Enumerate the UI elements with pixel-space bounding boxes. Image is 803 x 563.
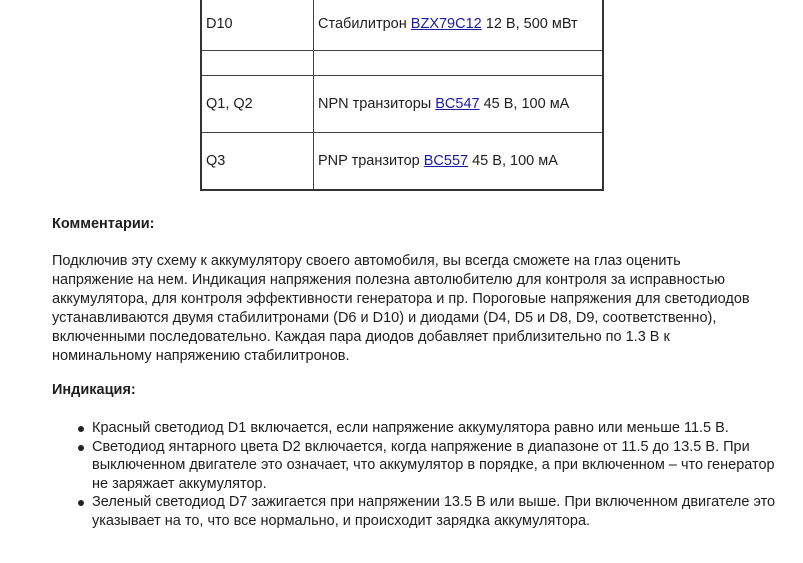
parts-table: [200, 0, 604, 191]
indication-list: [52, 419, 792, 530]
list-item-text: Светодиод янтарного цвета D2 включается, когда напряжение в диапазоне от 11.5 до 13.5 В. При выключенном двигателе это означает, что аккумулятор в порядке, а при включенном – что генератор не заряжает аккумулятор.: [92, 438, 775, 492]
part-rating: 12 В, 500 мВт: [481, 16, 578, 32]
part-link-bc547[interactable]: BC547: [435, 96, 480, 112]
table-row: [201, 51, 603, 76]
list-item: [92, 419, 792, 438]
table-row: [201, 133, 603, 191]
part-reference: Q1, Q2: [201, 76, 314, 133]
bullet-icon: [78, 426, 84, 432]
part-description: [314, 76, 604, 133]
part-reference: Q3: [201, 133, 314, 191]
part-link-bc557[interactable]: BC557: [423, 153, 469, 169]
comments-paragraph: Подключив эту схему к аккумулятору своего автомобиля, вы всегда сможете на глаз оценить напряжение на нем. Индикация напряжения полезна автолюбителю для контроля за исправностью аккумулятора, для контроля эффективности генератора и пр. Пороговые напряжения для светодиодов устанавливаются двумя стабилитронами (D6 и D10) и диодами (D4, D5 и D8, D9, соответственно), включенными последовательно. Каждая пара диодов добавляет приблизительно по 1.3 В к номинальному напряжению стабилитронов.: [52, 253, 750, 364]
part-description: [314, 51, 604, 76]
part-description: [314, 133, 604, 191]
part-rating: 45 В, 100 мА: [468, 153, 558, 169]
list-item-text: Красный светодиод D1 включается, если напряжение аккумулятора равно или меньше 11.5 В.: [92, 420, 729, 436]
table-row: [201, 0, 603, 51]
table-row: [201, 76, 603, 133]
part-type: Стабилитрон: [318, 16, 411, 32]
part-reference: D10: [201, 0, 314, 51]
part-link-bzx79c12[interactable]: BZX79C12: [410, 16, 482, 32]
comments-heading: Комментарии:: [52, 216, 155, 232]
part-rating: 45 В, 100 мА: [479, 96, 570, 112]
part-description: [314, 0, 604, 51]
list-item-text: Зеленый светодиод D7 зажигается при напряжении 13.5 В или выше. При включенном двигателе это указывает на то, что все нормально, и происходит зарядка аккумулятора.: [92, 494, 776, 529]
part-type: PNP транзитор: [318, 153, 424, 169]
part-reference: [201, 51, 314, 76]
part-type: NPN транзиторы: [318, 96, 436, 112]
bullet-icon: [78, 500, 84, 506]
indication-heading: Индикация:: [52, 382, 136, 398]
list-item: [92, 438, 792, 494]
bullet-icon: [78, 445, 84, 451]
list-item: [92, 493, 792, 530]
